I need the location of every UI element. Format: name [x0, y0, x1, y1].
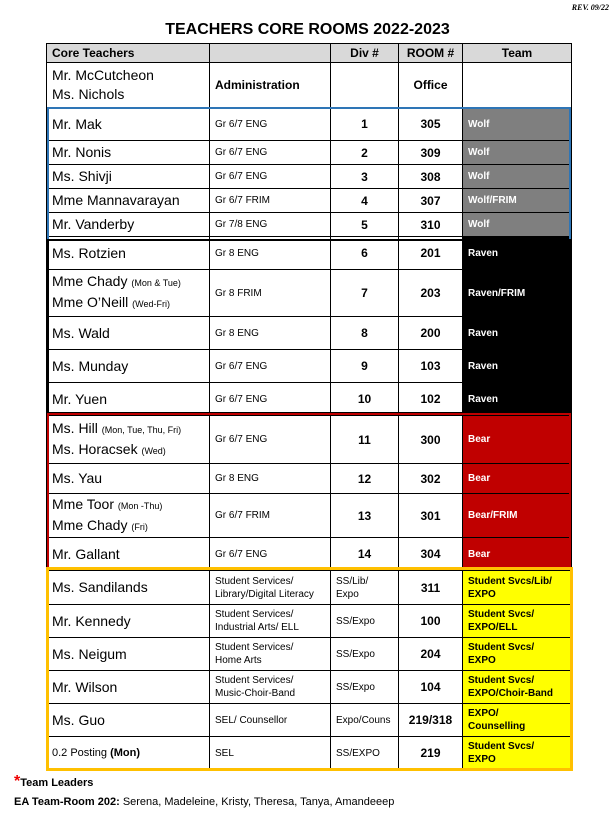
table-row	[47, 494, 572, 538]
table-row	[47, 416, 572, 464]
table-row	[47, 108, 572, 141]
table-row	[47, 165, 572, 189]
teacher-name: Ms. Yau	[47, 464, 210, 494]
table-row	[47, 671, 572, 704]
class-cell: Student Services/ Industrial Arts/ ELL	[210, 605, 331, 638]
teacher-name: Ms. Munday	[47, 350, 210, 383]
table-row	[47, 704, 572, 737]
table-row	[47, 237, 572, 270]
class-cell: Gr 6/7 ENG	[210, 141, 331, 165]
team-cell: Student Svcs/ EXPO	[463, 638, 572, 671]
div-cell: SS/Expo	[331, 638, 399, 671]
room-cell: Office	[399, 63, 463, 108]
teacher-name: Ms. Wald	[47, 317, 210, 350]
team-cell: Bear	[463, 538, 572, 571]
div-cell	[331, 63, 399, 108]
ea-team-note: EA Team-Room 202: Serena, Madeleine, Kristy, Theresa, Tanya, Amandeeep	[14, 796, 395, 808]
table-row	[47, 538, 572, 571]
team-cell: Wolf	[463, 165, 572, 189]
room-cell: 103	[399, 350, 463, 383]
teacher-name: Ms. Hill (Mon, Tue, Thu, Fri) Ms. Horacsek (Wed)	[47, 416, 210, 464]
teacher-name: Mme Toor (Mon -Thu) Mme Chady (Fri)	[47, 494, 210, 538]
div-cell: 6	[331, 237, 399, 270]
room-cell: 219/318	[399, 704, 463, 737]
class-cell: Student Services/ Library/Digital Literacy	[210, 571, 331, 605]
teacher-name: Mme Chady (Mon & Tue) Mme O’Neill (Wed-Fri)	[47, 270, 210, 317]
teacher-name: Ms. Neigum	[47, 638, 210, 671]
room-cell: 200	[399, 317, 463, 350]
table-row	[47, 737, 572, 770]
star-icon: *	[14, 773, 21, 790]
room-cell: 301	[399, 494, 463, 538]
div-cell: 12	[331, 464, 399, 494]
room-cell: 302	[399, 464, 463, 494]
table-row	[47, 605, 572, 638]
room-cell: 308	[399, 165, 463, 189]
div-cell: 3	[331, 165, 399, 189]
div-cell: SS/EXPO	[331, 737, 399, 770]
class-cell: Gr 6/7 ENG	[210, 108, 331, 141]
class-cell: Gr 6/7 ENG	[210, 350, 331, 383]
room-cell: 219	[399, 737, 463, 770]
div-cell: 7	[331, 270, 399, 317]
table-row	[47, 571, 572, 605]
div-cell: SS/Expo	[331, 671, 399, 704]
header-blank	[210, 44, 331, 63]
table-row	[47, 350, 572, 383]
div-cell: 14	[331, 538, 399, 571]
team-cell: Raven	[463, 237, 572, 270]
team-cell	[463, 63, 572, 108]
team-cell: Raven	[463, 350, 572, 383]
class-cell: SEL	[210, 737, 331, 770]
div-cell: 2	[331, 141, 399, 165]
header-room: ROOM #	[399, 44, 463, 63]
team-cell: Raven	[463, 317, 572, 350]
table-row	[47, 383, 572, 416]
class-cell: Student Services/ Home Arts	[210, 638, 331, 671]
class-cell: Gr 8 ENG	[210, 317, 331, 350]
class-cell: Gr 6/7 ENG	[210, 165, 331, 189]
div-cell: SS/Lib/ Expo	[331, 571, 399, 605]
teacher-name: Mme Mannavarayan	[47, 189, 210, 213]
class-cell: Gr 6/7 ENG	[210, 416, 331, 464]
div-cell: 10	[331, 383, 399, 416]
teacher-name: Mr. Vanderby	[47, 213, 210, 237]
room-cell: 305	[399, 108, 463, 141]
team-cell: Student Svcs/ EXPO	[463, 737, 572, 770]
team-cell: Student Svcs/Lib/ EXPO	[463, 571, 572, 605]
teacher-name: Ms. Guo	[47, 704, 210, 737]
room-cell: 104	[399, 671, 463, 704]
teacher-name: Ms. Sandilands	[47, 571, 210, 605]
teacher-name: Mr. Nonis	[47, 141, 210, 165]
revision-label: REV. 09/22	[571, 3, 609, 12]
class-cell: Gr 6/7 ENG	[210, 538, 331, 571]
team-cell: EXPO/ Counselling	[463, 704, 572, 737]
div-cell: 8	[331, 317, 399, 350]
class-cell: Gr 6/7 FRIM	[210, 189, 331, 213]
div-cell: 5	[331, 213, 399, 237]
page-title: TEACHERS CORE ROOMS 2022-2023	[165, 21, 450, 38]
table-row	[47, 189, 572, 213]
div-cell: 4	[331, 189, 399, 213]
class-cell: Gr 8 FRIM	[210, 270, 331, 317]
table-row	[47, 464, 572, 494]
team-cell: Wolf	[463, 213, 572, 237]
team-cell: Raven/FRIM	[463, 270, 572, 317]
room-cell: 304	[399, 538, 463, 571]
team-cell: Bear/FRIM	[463, 494, 572, 538]
rooms-table	[46, 43, 572, 770]
room-cell: 311	[399, 571, 463, 605]
room-cell: 307	[399, 189, 463, 213]
teacher-name: Mr. Kennedy	[47, 605, 210, 638]
teacher-name: Mr. Wilson	[47, 671, 210, 704]
class-cell: Gr 8 ENG	[210, 237, 331, 270]
team-cell: Bear	[463, 416, 572, 464]
table-row	[47, 270, 572, 317]
team-cell: Student Svcs/ EXPO/Choir-Band	[463, 671, 572, 704]
header-row	[47, 44, 572, 63]
team-cell: Wolf/FRIM	[463, 189, 572, 213]
class-cell: Gr 8 ENG	[210, 464, 331, 494]
team-cell: Student Svcs/ EXPO/ELL	[463, 605, 572, 638]
table-row	[47, 638, 572, 671]
team-leaders-note: *Team Leaders	[14, 773, 94, 790]
div-cell: 1	[331, 108, 399, 141]
class-cell: SEL/ Counsellor	[210, 704, 331, 737]
class-cell: Student Services/ Music-Choir-Band	[210, 671, 331, 704]
div-cell: SS/Expo	[331, 605, 399, 638]
teacher-name: 0.2 Posting (Mon)	[47, 737, 210, 770]
room-cell: 310	[399, 213, 463, 237]
room-cell: 309	[399, 141, 463, 165]
teacher-name: Mr. McCutcheon Ms. Nichols	[47, 63, 210, 108]
room-cell: 102	[399, 383, 463, 416]
table-row	[47, 317, 572, 350]
div-cell: 9	[331, 350, 399, 383]
div-cell: 11	[331, 416, 399, 464]
header-team: Team	[463, 44, 572, 63]
teacher-name: Ms. Rotzien	[47, 237, 210, 270]
teacher-name: Mr. Yuen	[47, 383, 210, 416]
team-cell: Bear	[463, 464, 572, 494]
class-cell: Gr 7/8 ENG	[210, 213, 331, 237]
div-cell: Expo/Couns	[331, 704, 399, 737]
class-cell: Gr 6/7 FRIM	[210, 494, 331, 538]
room-cell: 100	[399, 605, 463, 638]
table-row	[47, 213, 572, 237]
header-div: Div #	[331, 44, 399, 63]
room-cell: 203	[399, 270, 463, 317]
team-cell: Wolf	[463, 141, 572, 165]
header-core-teachers: Core Teachers	[47, 44, 210, 63]
table-row	[47, 141, 572, 165]
table-row-admin	[47, 63, 572, 108]
class-cell: Administration	[210, 63, 331, 108]
team-cell: Raven	[463, 383, 572, 416]
div-cell: 13	[331, 494, 399, 538]
teacher-name: Mr. Mak	[47, 108, 210, 141]
room-cell: 204	[399, 638, 463, 671]
room-cell: 201	[399, 237, 463, 270]
team-cell: Wolf	[463, 108, 572, 141]
teacher-name: Mr. Gallant	[47, 538, 210, 571]
room-cell: 300	[399, 416, 463, 464]
class-cell: Gr 6/7 ENG	[210, 383, 331, 416]
teacher-name: Ms. Shivji	[47, 165, 210, 189]
